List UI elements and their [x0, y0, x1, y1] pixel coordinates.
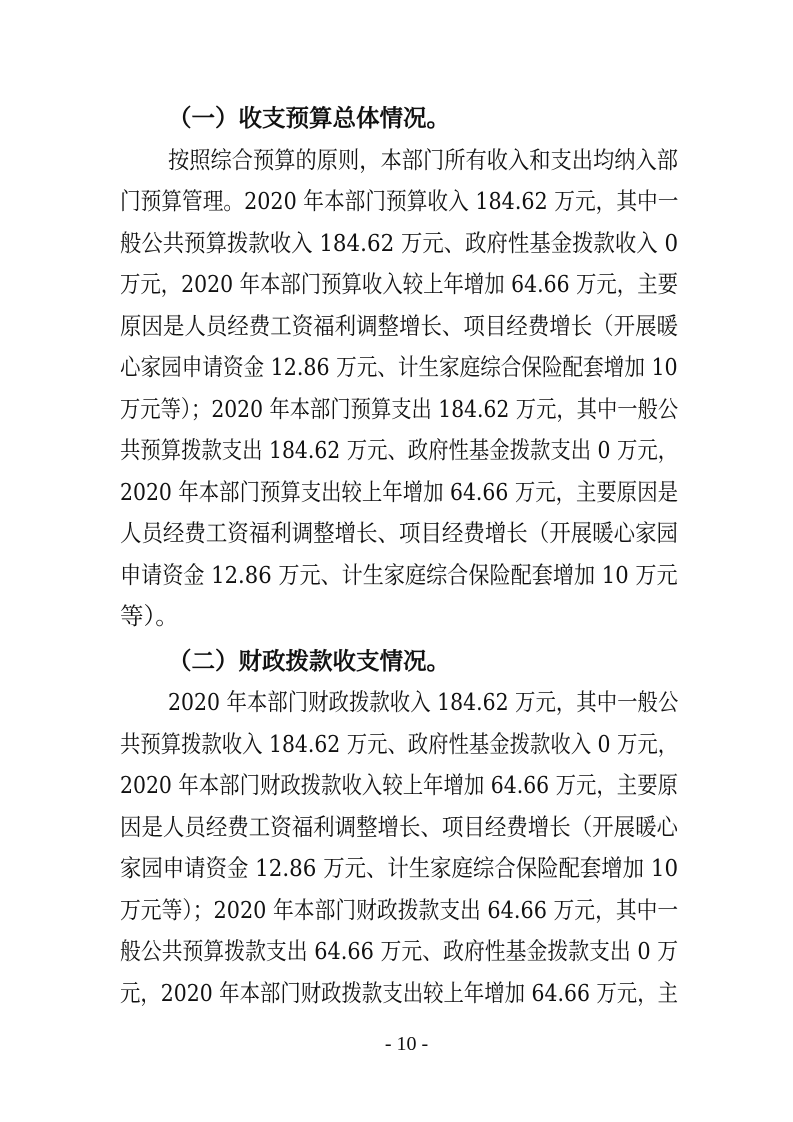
section-2-line-4: 因是人员经费工资福利调整增长、项目经费增长（开展暖心: [120, 813, 678, 841]
section-1-line-6: 心家园申请资金 12.86 万元、计生家庭综合保险配套增加 10: [120, 353, 678, 381]
section-2-heading: （二）财政拨款收支情况。: [168, 647, 450, 675]
section-1-line-12: 等）。: [120, 602, 179, 630]
section-2-line-7: 般公共预算拨款支出 64.66 万元、政府性基金拨款支出 0 万: [120, 937, 679, 965]
section-2-line-5: 家园申请资金 12.86 万元、计生家庭综合保险配套增加 10: [120, 854, 679, 882]
section-1-line-11: 申请资金 12.86 万元、计生家庭综合保险配套增加 10 万元: [120, 561, 678, 589]
section-1-heading: （一）收支预算总体情况。: [168, 104, 450, 132]
section-2-line-1: 2020 年本部门财政拨款收入 184.62 万元，其中一般公: [168, 688, 679, 716]
section-1-line-1: 按照综合预算的原则，本部门所有收入和支出均纳入部: [168, 146, 678, 174]
section-1-line-5: 原因是人员经费工资福利调整增长、项目经费增长（开展暖: [120, 312, 678, 340]
section-1-line-9: 2020 年本部门预算支出较上年增加 64.66 万元，主要原因是: [120, 478, 678, 506]
section-1-line-2: 门预算管理。2020 年本部门预算收入 184.62 万元，其中一: [120, 187, 679, 215]
section-2-line-2: 共预算拨款收入 184.62 万元、政府性基金拨款收入 0 万元，: [120, 730, 679, 758]
page-number: - 10 -: [384, 1033, 429, 1055]
section-2-line-3: 2020 年本部门财政拨款收入较上年增加 64.66 万元，主要原: [120, 771, 678, 799]
section-1-line-8: 共预算拨款支出 184.62 万元、政府性基金拨款支出 0 万元，: [120, 436, 679, 464]
section-1-line-10: 人员经费工资福利调整增长、项目经费增长（开展暖心家园: [120, 519, 678, 547]
section-2-line-8: 元，2020 年本部门财政拨款支出较上年增加 64.66 万元，主: [120, 979, 678, 1007]
section-1-line-7: 万元等）；2020 年本部门预算支出 184.62 万元，其中一般公: [120, 395, 679, 423]
section-1-line-4: 万元，2020 年本部门预算收入较上年增加 64.66 万元，主要: [120, 270, 678, 298]
section-2-line-6: 万元等）；2020 年本部门财政拨款支出 64.66 万元，其中一: [120, 896, 679, 924]
section-1-line-3: 般公共预算拨款收入 184.62 万元、政府性基金拨款收入 0: [120, 229, 679, 257]
